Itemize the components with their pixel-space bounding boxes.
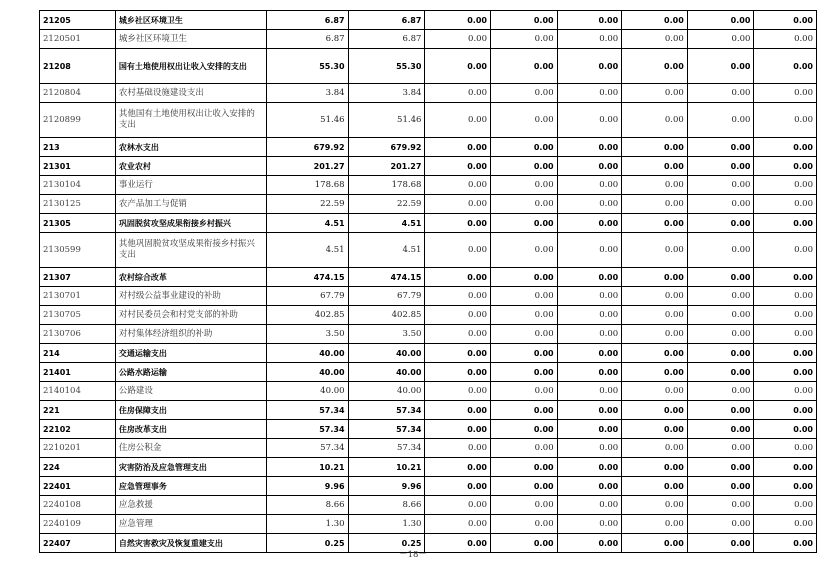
- page-number: －18－: [399, 550, 427, 560]
- amount-cell: 0.00: [425, 477, 491, 496]
- table-row: [40, 306, 817, 325]
- amount-cell: 201.27: [266, 157, 348, 176]
- amount-cell: 0.00: [754, 176, 817, 195]
- amount-cell: 0.00: [622, 138, 688, 157]
- amount-cell: 0.00: [622, 515, 688, 534]
- amount-cell: 402.85: [348, 306, 425, 325]
- amount-cell: 22.59: [266, 195, 348, 214]
- subject-name-cell: 事业运行: [115, 176, 266, 195]
- amount-cell: 0.00: [490, 420, 557, 439]
- amount-cell: 0.00: [687, 103, 754, 138]
- amount-cell: 0.00: [490, 30, 557, 49]
- amount-cell: 3.50: [348, 325, 425, 344]
- amount-cell: 0.00: [622, 49, 688, 84]
- amount-cell: 0.00: [622, 344, 688, 363]
- amount-cell: 0.00: [490, 363, 557, 382]
- amount-cell: 0.00: [490, 325, 557, 344]
- amount-cell: 0.00: [425, 11, 491, 30]
- subject-code-cell: 2130701: [40, 287, 116, 306]
- subject-name-cell: 住房保障支出: [115, 401, 266, 420]
- amount-cell: 0.00: [490, 157, 557, 176]
- subject-name-cell: 农村综合改革: [115, 268, 266, 287]
- amount-cell: 0.00: [490, 84, 557, 103]
- table-row: [40, 138, 817, 157]
- amount-cell: 0.00: [754, 214, 817, 233]
- subject-name-cell: 住房改革支出: [115, 420, 266, 439]
- table-row: [40, 477, 817, 496]
- amount-cell: 1.30: [266, 515, 348, 534]
- table-row: [40, 439, 817, 458]
- amount-cell: 0.00: [687, 157, 754, 176]
- amount-cell: 57.34: [348, 420, 425, 439]
- amount-cell: 0.00: [754, 458, 817, 477]
- table-row: [40, 382, 817, 401]
- subject-code-cell: 22401: [40, 477, 116, 496]
- amount-cell: 0.00: [687, 344, 754, 363]
- amount-cell: 0.00: [754, 49, 817, 84]
- subject-name-cell: 农林水支出: [115, 138, 266, 157]
- amount-cell: 0.00: [557, 30, 622, 49]
- amount-cell: 0.00: [687, 30, 754, 49]
- amount-cell: 0.00: [425, 103, 491, 138]
- amount-cell: 10.21: [266, 458, 348, 477]
- amount-cell: 0.00: [622, 401, 688, 420]
- amount-cell: 0.00: [754, 11, 817, 30]
- subject-code-cell: 2240109: [40, 515, 116, 534]
- amount-cell: 0.00: [754, 439, 817, 458]
- table-row: [40, 515, 817, 534]
- amount-cell: 0.00: [754, 233, 817, 268]
- amount-cell: 0.00: [425, 176, 491, 195]
- amount-cell: 0.00: [754, 534, 817, 553]
- subject-code-cell: 2130125: [40, 195, 116, 214]
- amount-cell: 51.46: [266, 103, 348, 138]
- amount-cell: 402.85: [266, 306, 348, 325]
- subject-name-cell: 住房公积金: [115, 439, 266, 458]
- amount-cell: 40.00: [348, 363, 425, 382]
- amount-cell: 0.00: [425, 214, 491, 233]
- amount-cell: 0.00: [622, 496, 688, 515]
- amount-cell: 4.51: [266, 233, 348, 268]
- amount-cell: 57.34: [266, 420, 348, 439]
- amount-cell: 0.00: [490, 515, 557, 534]
- amount-cell: 0.00: [754, 420, 817, 439]
- subject-name-cell: 城乡社区环境卫生: [115, 30, 266, 49]
- amount-cell: 0.00: [557, 477, 622, 496]
- amount-cell: 0.00: [622, 233, 688, 268]
- table-row: [40, 195, 817, 214]
- amount-cell: 0.00: [754, 401, 817, 420]
- subject-name-cell: 公路建设: [115, 382, 266, 401]
- amount-cell: 0.00: [557, 11, 622, 30]
- amount-cell: 178.68: [266, 176, 348, 195]
- amount-cell: 0.00: [687, 176, 754, 195]
- subject-code-cell: 21205: [40, 11, 116, 30]
- subject-code-cell: 224: [40, 458, 116, 477]
- subject-name-cell: 公路水路运输: [115, 363, 266, 382]
- amount-cell: 0.00: [622, 11, 688, 30]
- subject-code-cell: 2130705: [40, 306, 116, 325]
- amount-cell: 57.34: [348, 401, 425, 420]
- amount-cell: 0.00: [557, 268, 622, 287]
- amount-cell: 0.00: [687, 401, 754, 420]
- table-row: [40, 287, 817, 306]
- amount-cell: 0.00: [622, 420, 688, 439]
- amount-cell: 0.00: [425, 157, 491, 176]
- amount-cell: 57.34: [266, 401, 348, 420]
- amount-cell: 9.96: [266, 477, 348, 496]
- amount-cell: 0.00: [622, 84, 688, 103]
- amount-cell: 0.00: [490, 233, 557, 268]
- amount-cell: 40.00: [266, 344, 348, 363]
- amount-cell: 9.96: [348, 477, 425, 496]
- amount-cell: 0.00: [490, 195, 557, 214]
- amount-cell: 0.00: [754, 84, 817, 103]
- amount-cell: 0.00: [622, 306, 688, 325]
- subject-code-cell: 21208: [40, 49, 116, 84]
- table-body: [40, 11, 817, 553]
- amount-cell: 0.00: [557, 515, 622, 534]
- subject-name-cell: 应急管理事务: [115, 477, 266, 496]
- amount-cell: 0.00: [557, 363, 622, 382]
- amount-cell: 0.00: [490, 306, 557, 325]
- subject-code-cell: 21307: [40, 268, 116, 287]
- amount-cell: 0.00: [557, 103, 622, 138]
- amount-cell: 3.84: [266, 84, 348, 103]
- amount-cell: 0.00: [425, 49, 491, 84]
- table-row: [40, 157, 817, 176]
- amount-cell: 0.00: [425, 496, 491, 515]
- subject-name-cell: 灾害防治及应急管理支出: [115, 458, 266, 477]
- amount-cell: 6.87: [348, 30, 425, 49]
- amount-cell: 8.66: [266, 496, 348, 515]
- amount-cell: 0.00: [622, 30, 688, 49]
- amount-cell: 0.00: [490, 344, 557, 363]
- subject-code-cell: 2130599: [40, 233, 116, 268]
- table-row: [40, 30, 817, 49]
- subject-name-cell: 交通运输支出: [115, 344, 266, 363]
- amount-cell: 0.00: [622, 382, 688, 401]
- amount-cell: 0.00: [425, 306, 491, 325]
- amount-cell: 0.00: [557, 84, 622, 103]
- amount-cell: 57.34: [266, 439, 348, 458]
- amount-cell: 0.00: [425, 287, 491, 306]
- amount-cell: 0.00: [557, 157, 622, 176]
- amount-cell: 0.00: [425, 325, 491, 344]
- amount-cell: 0.00: [622, 103, 688, 138]
- amount-cell: 0.00: [754, 157, 817, 176]
- amount-cell: 0.00: [687, 382, 754, 401]
- amount-cell: 0.00: [622, 325, 688, 344]
- amount-cell: 6.87: [266, 11, 348, 30]
- amount-cell: 0.00: [557, 344, 622, 363]
- subject-code-cell: 21301: [40, 157, 116, 176]
- subject-name-cell: 对村集体经济组织的补助: [115, 325, 266, 344]
- amount-cell: 0.00: [622, 534, 688, 553]
- amount-cell: 0.25: [266, 534, 348, 553]
- amount-cell: 178.68: [348, 176, 425, 195]
- budget-expenditure-table: [39, 10, 817, 553]
- amount-cell: 0.00: [425, 382, 491, 401]
- subject-code-cell: 2120899: [40, 103, 116, 138]
- amount-cell: 0.00: [687, 458, 754, 477]
- amount-cell: 0.00: [490, 214, 557, 233]
- amount-cell: 0.00: [687, 195, 754, 214]
- amount-cell: 0.00: [687, 233, 754, 268]
- table-row: [40, 176, 817, 195]
- amount-cell: 0.00: [490, 103, 557, 138]
- amount-cell: 40.00: [348, 344, 425, 363]
- subject-code-cell: 2120501: [40, 30, 116, 49]
- amount-cell: 4.51: [266, 214, 348, 233]
- amount-cell: 0.00: [687, 363, 754, 382]
- subject-code-cell: 21305: [40, 214, 116, 233]
- amount-cell: 0.00: [490, 477, 557, 496]
- amount-cell: 67.79: [348, 287, 425, 306]
- subject-code-cell: 21401: [40, 363, 116, 382]
- table-row: [40, 458, 817, 477]
- table-row: [40, 363, 817, 382]
- table-row: [40, 325, 817, 344]
- amount-cell: 0.00: [687, 306, 754, 325]
- amount-cell: 0.00: [490, 287, 557, 306]
- amount-cell: 8.66: [348, 496, 425, 515]
- subject-code-cell: 213: [40, 138, 116, 157]
- amount-cell: 0.00: [425, 420, 491, 439]
- table-row: [40, 11, 817, 30]
- amount-cell: 0.00: [754, 496, 817, 515]
- subject-name-cell: 其他巩固脱贫攻坚成果衔接乡村振兴支出: [115, 233, 266, 268]
- amount-cell: 0.00: [754, 268, 817, 287]
- subject-name-cell: 应急救援: [115, 496, 266, 515]
- amount-cell: 0.00: [754, 477, 817, 496]
- amount-cell: 40.00: [348, 382, 425, 401]
- amount-cell: 0.00: [490, 534, 557, 553]
- amount-cell: 679.92: [348, 138, 425, 157]
- amount-cell: 55.30: [348, 49, 425, 84]
- subject-name-cell: 对村级公益事业建设的补助: [115, 287, 266, 306]
- table-row: [40, 233, 817, 268]
- table-row: [40, 420, 817, 439]
- amount-cell: 0.00: [557, 401, 622, 420]
- table-row: [40, 49, 817, 84]
- amount-cell: 0.00: [754, 138, 817, 157]
- amount-cell: 0.00: [754, 306, 817, 325]
- amount-cell: 474.15: [348, 268, 425, 287]
- amount-cell: 0.00: [557, 287, 622, 306]
- table-row: [40, 84, 817, 103]
- subject-code-cell: 2210201: [40, 439, 116, 458]
- amount-cell: 0.00: [687, 439, 754, 458]
- amount-cell: 0.00: [557, 325, 622, 344]
- table-row: [40, 344, 817, 363]
- amount-cell: 0.00: [425, 344, 491, 363]
- subject-name-cell: 应急管理: [115, 515, 266, 534]
- subject-code-cell: 2130706: [40, 325, 116, 344]
- amount-cell: 0.00: [425, 233, 491, 268]
- amount-cell: 0.00: [425, 439, 491, 458]
- amount-cell: 0.00: [622, 439, 688, 458]
- amount-cell: 0.00: [622, 157, 688, 176]
- amount-cell: 0.00: [754, 325, 817, 344]
- amount-cell: 0.00: [490, 176, 557, 195]
- amount-cell: 679.92: [266, 138, 348, 157]
- amount-cell: 0.00: [622, 477, 688, 496]
- amount-cell: 0.00: [425, 363, 491, 382]
- amount-cell: 1.30: [348, 515, 425, 534]
- subject-name-cell: 农村基础设施建设支出: [115, 84, 266, 103]
- amount-cell: 4.51: [348, 233, 425, 268]
- amount-cell: 0.00: [557, 306, 622, 325]
- amount-cell: 0.00: [687, 138, 754, 157]
- table-row: [40, 496, 817, 515]
- amount-cell: 0.25: [348, 534, 425, 553]
- amount-cell: 0.00: [425, 268, 491, 287]
- amount-cell: 0.00: [754, 515, 817, 534]
- amount-cell: 0.00: [557, 458, 622, 477]
- amount-cell: 0.00: [687, 534, 754, 553]
- amount-cell: 0.00: [557, 214, 622, 233]
- amount-cell: 0.00: [687, 420, 754, 439]
- amount-cell: 0.00: [622, 363, 688, 382]
- amount-cell: 0.00: [490, 439, 557, 458]
- subject-code-cell: 2120804: [40, 84, 116, 103]
- amount-cell: 55.30: [266, 49, 348, 84]
- amount-cell: 4.51: [348, 214, 425, 233]
- amount-cell: 0.00: [425, 458, 491, 477]
- subject-name-cell: 自然灾害救灾及恢复重建支出: [115, 534, 266, 553]
- amount-cell: 0.00: [490, 11, 557, 30]
- amount-cell: 0.00: [557, 382, 622, 401]
- amount-cell: 0.00: [687, 49, 754, 84]
- subject-name-cell: 农产品加工与促销: [115, 195, 266, 214]
- table-row: [40, 214, 817, 233]
- amount-cell: 0.00: [687, 496, 754, 515]
- subject-name-cell: 其他国有土地使用权出让收入安排的支出: [115, 103, 266, 138]
- amount-cell: 0.00: [754, 30, 817, 49]
- subject-code-cell: 2130104: [40, 176, 116, 195]
- subject-name-cell: 巩固脱贫攻坚成果衔接乡村振兴: [115, 214, 266, 233]
- amount-cell: 0.00: [754, 363, 817, 382]
- amount-cell: 0.00: [687, 268, 754, 287]
- subject-name-cell: 城乡社区环境卫生: [115, 11, 266, 30]
- subject-code-cell: 221: [40, 401, 116, 420]
- amount-cell: 0.00: [687, 287, 754, 306]
- table-row: [40, 401, 817, 420]
- amount-cell: 0.00: [622, 458, 688, 477]
- amount-cell: 0.00: [490, 458, 557, 477]
- subject-name-cell: 对村民委员会和村党支部的补助: [115, 306, 266, 325]
- amount-cell: 51.46: [348, 103, 425, 138]
- amount-cell: 0.00: [754, 344, 817, 363]
- amount-cell: 0.00: [490, 496, 557, 515]
- amount-cell: 0.00: [490, 138, 557, 157]
- amount-cell: 0.00: [754, 195, 817, 214]
- amount-cell: 0.00: [687, 11, 754, 30]
- amount-cell: 0.00: [425, 534, 491, 553]
- table-row: [40, 103, 817, 138]
- amount-cell: 0.00: [425, 30, 491, 49]
- amount-cell: 0.00: [622, 176, 688, 195]
- amount-cell: 0.00: [687, 84, 754, 103]
- amount-cell: 0.00: [557, 49, 622, 84]
- subject-name-cell: 农业农村: [115, 157, 266, 176]
- amount-cell: 57.34: [348, 439, 425, 458]
- amount-cell: 0.00: [622, 268, 688, 287]
- amount-cell: 474.15: [266, 268, 348, 287]
- amount-cell: 0.00: [425, 515, 491, 534]
- subject-code-cell: 22407: [40, 534, 116, 553]
- subject-code-cell: 2240108: [40, 496, 116, 515]
- amount-cell: 0.00: [687, 214, 754, 233]
- amount-cell: 0.00: [425, 401, 491, 420]
- amount-cell: 22.59: [348, 195, 425, 214]
- amount-cell: 0.00: [622, 214, 688, 233]
- amount-cell: 6.87: [348, 11, 425, 30]
- amount-cell: 6.87: [266, 30, 348, 49]
- amount-cell: 0.00: [622, 195, 688, 214]
- amount-cell: 0.00: [557, 195, 622, 214]
- amount-cell: 0.00: [687, 477, 754, 496]
- amount-cell: 0.00: [557, 496, 622, 515]
- subject-code-cell: 2140104: [40, 382, 116, 401]
- amount-cell: 0.00: [687, 325, 754, 344]
- amount-cell: 0.00: [557, 176, 622, 195]
- amount-cell: 0.00: [687, 515, 754, 534]
- amount-cell: 0.00: [425, 195, 491, 214]
- amount-cell: 0.00: [754, 287, 817, 306]
- amount-cell: 0.00: [557, 420, 622, 439]
- amount-cell: 3.50: [266, 325, 348, 344]
- amount-cell: 0.00: [425, 84, 491, 103]
- amount-cell: 40.00: [266, 363, 348, 382]
- amount-cell: 0.00: [490, 268, 557, 287]
- amount-cell: 0.00: [490, 382, 557, 401]
- amount-cell: 0.00: [557, 534, 622, 553]
- amount-cell: 67.79: [266, 287, 348, 306]
- table-row: [40, 268, 817, 287]
- amount-cell: 3.84: [348, 84, 425, 103]
- amount-cell: 0.00: [754, 103, 817, 138]
- amount-cell: 0.00: [622, 287, 688, 306]
- amount-cell: 0.00: [490, 401, 557, 420]
- amount-cell: 0.00: [754, 382, 817, 401]
- subject-code-cell: 22102: [40, 420, 116, 439]
- subject-code-cell: 214: [40, 344, 116, 363]
- amount-cell: 10.21: [348, 458, 425, 477]
- amount-cell: 0.00: [557, 439, 622, 458]
- amount-cell: 0.00: [557, 138, 622, 157]
- amount-cell: 201.27: [348, 157, 425, 176]
- amount-cell: 0.00: [490, 49, 557, 84]
- amount-cell: 0.00: [557, 233, 622, 268]
- amount-cell: 40.00: [266, 382, 348, 401]
- subject-name-cell: 国有土地使用权出让收入安排的支出: [115, 49, 266, 84]
- amount-cell: 0.00: [425, 138, 491, 157]
